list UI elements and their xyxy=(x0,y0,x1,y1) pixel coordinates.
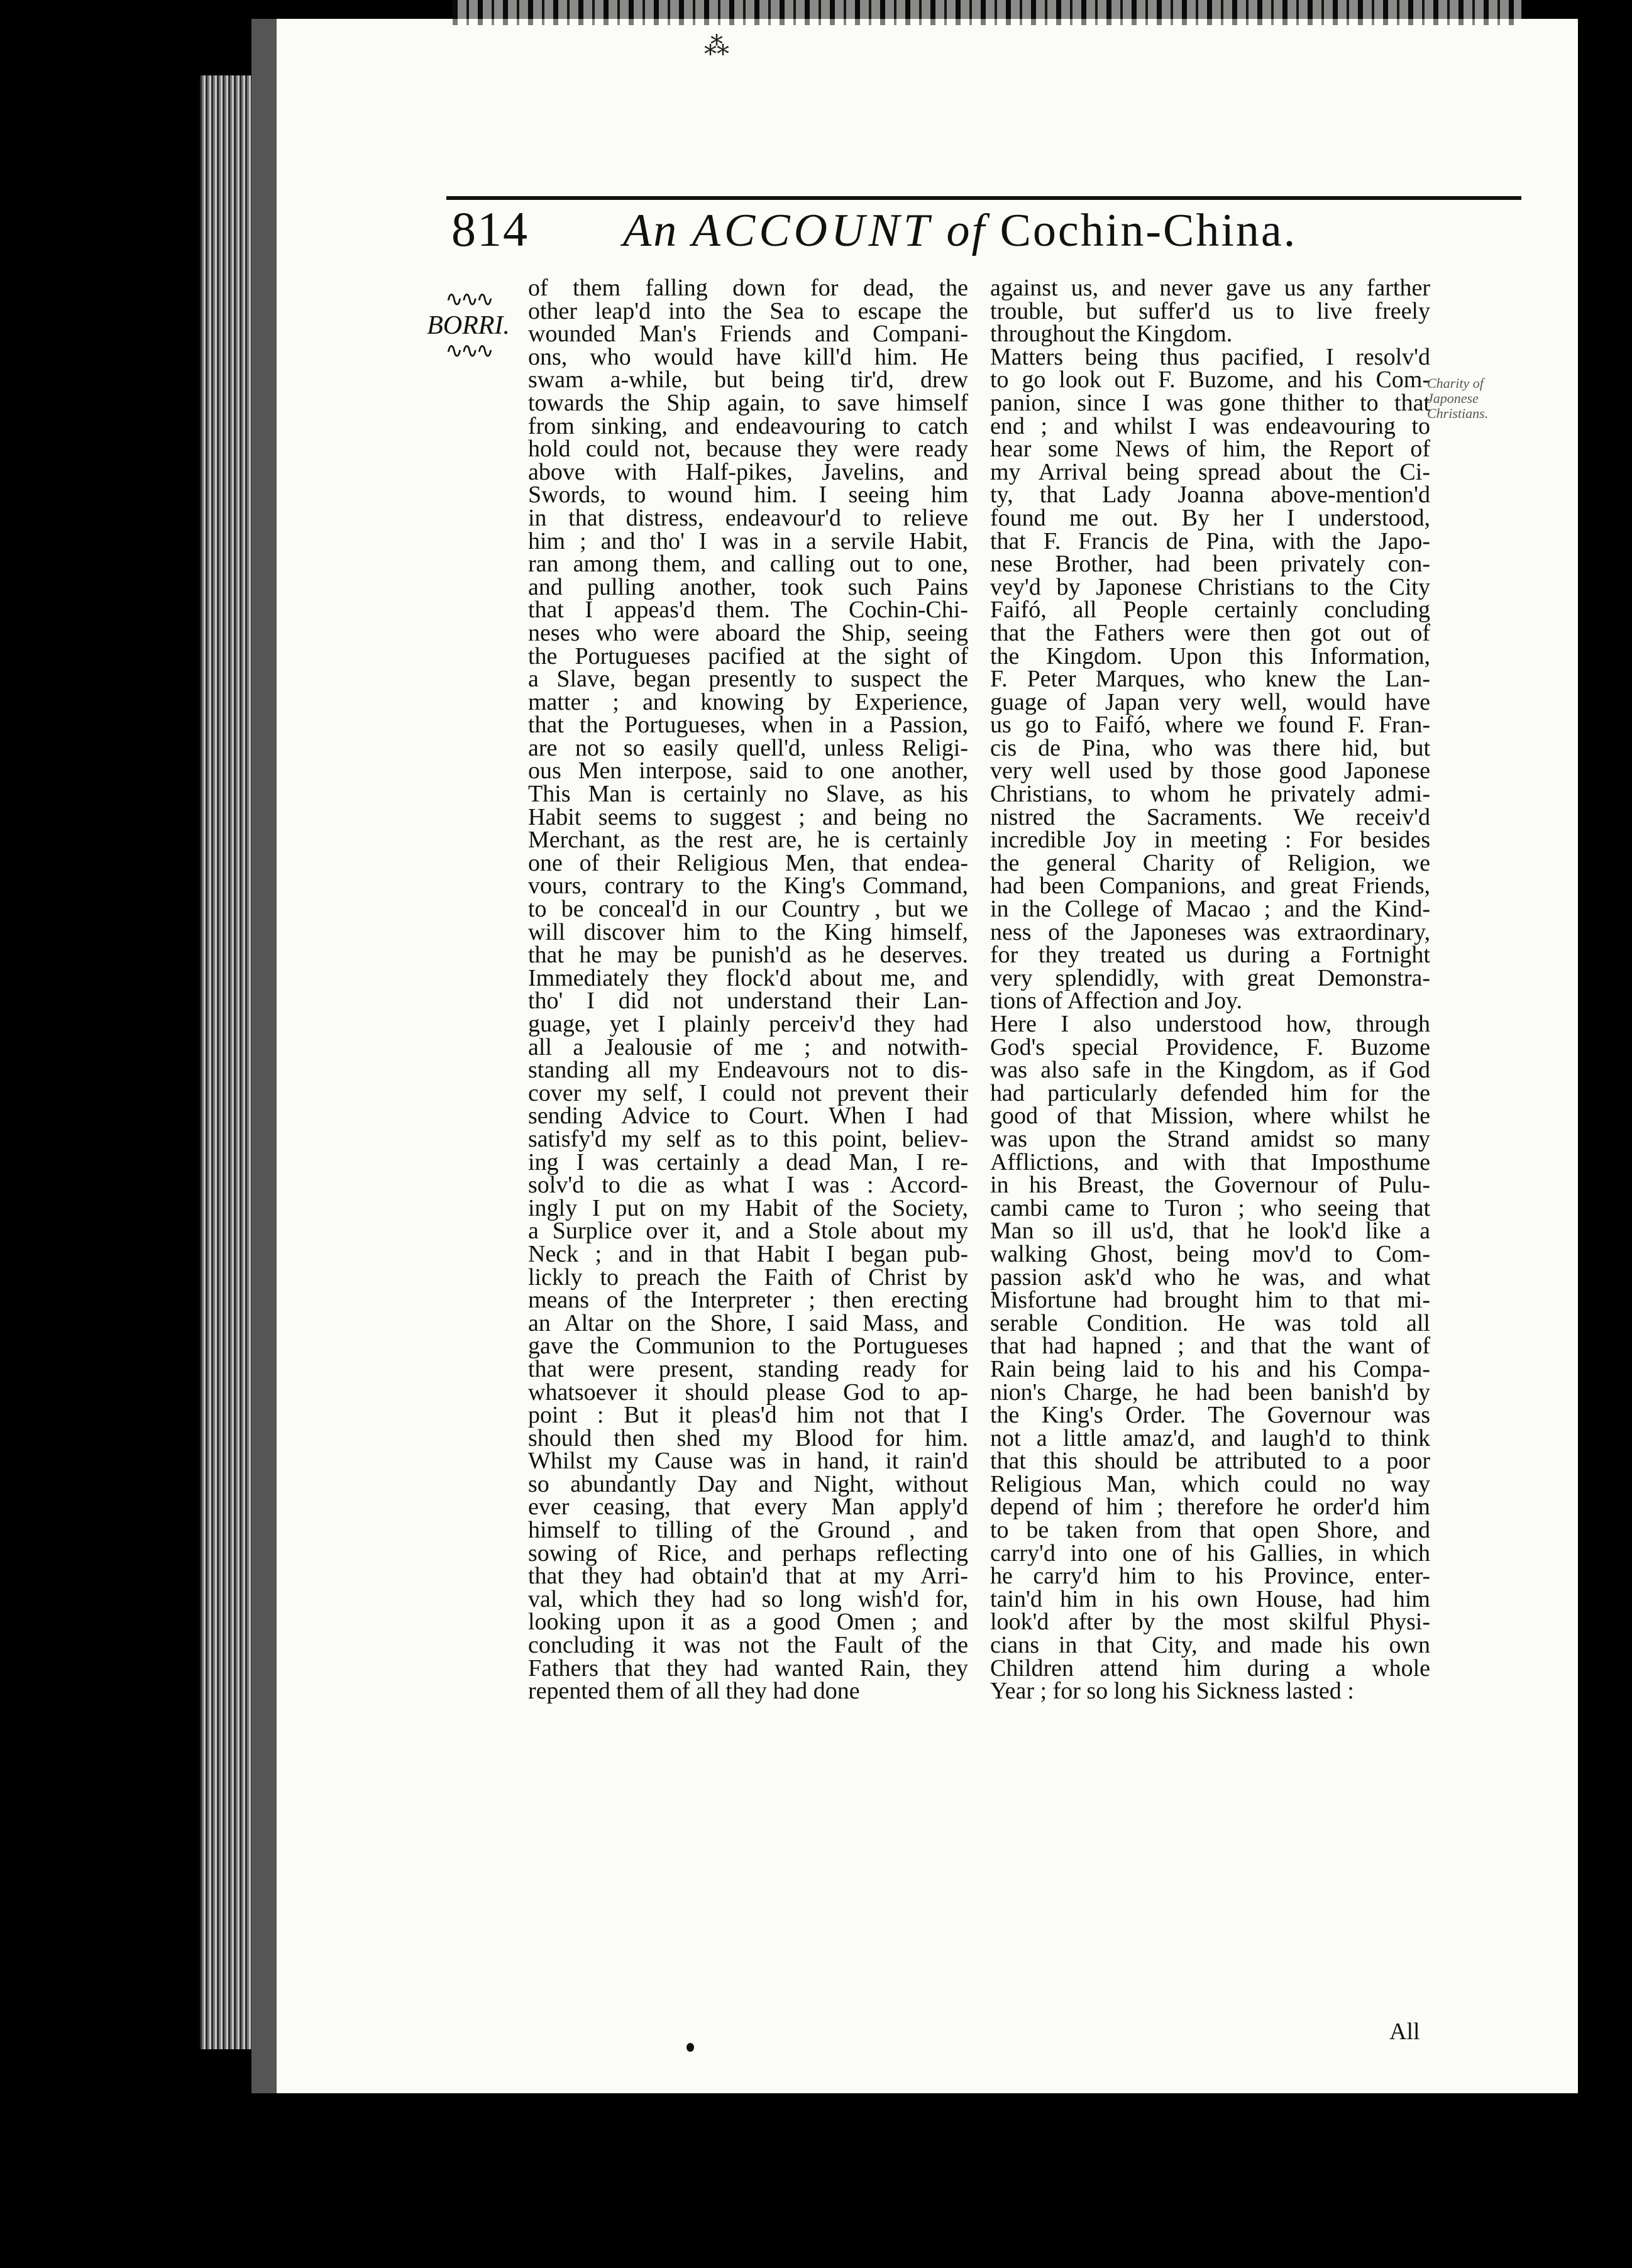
text-line: that he may be punish'd as he deserves. xyxy=(528,942,968,969)
footer-dot xyxy=(686,2043,694,2052)
text-line: cians in that City, and made his own xyxy=(990,1632,1430,1659)
text-line: Merchant, as the rest are, he is certainly xyxy=(528,827,968,854)
text-line: to be taken from that open Shore, and xyxy=(990,1517,1430,1544)
text-line: should then shed my Blood for him. xyxy=(528,1424,968,1451)
title-of: of xyxy=(946,205,987,256)
text-line: the Kingdom. Upon this Information, xyxy=(990,642,1430,669)
text-line: guage, yet I plainly perceiv'd they had xyxy=(528,1011,968,1037)
text-line: himself to tilling of the Ground , and xyxy=(528,1517,968,1544)
text-line: ons, who would have kill'd him. He xyxy=(528,343,968,370)
text-line: and pulling another, took such Pains xyxy=(528,573,968,600)
title-main: ACCOUNT xyxy=(692,205,934,256)
text-line: nistred the Sacraments. We receiv'd xyxy=(990,803,1430,830)
text-line: not a little amaz'd, and laugh'd to think xyxy=(990,1424,1430,1451)
text-line: nese Brother, had been privately con- xyxy=(990,551,1430,578)
text-line: means of the Interpreter ; then erecting xyxy=(528,1287,968,1314)
text-line: Year ; for so long his Sickness lasted : xyxy=(990,1678,1354,1705)
text-line: for they treated us during a Fortnight xyxy=(990,942,1430,969)
text-line: had particularly defended him for the xyxy=(990,1079,1430,1106)
text-line: ty, that Lady Joanna above-mention'd xyxy=(990,482,1430,509)
text-line: that the Portugueses, when in a Passion, xyxy=(528,712,968,739)
text-line: to go look out F. Buzome, and his Com- xyxy=(990,366,1430,394)
text-line: so abundantly Day and Night, without xyxy=(528,1470,968,1497)
text-line: Fathers that they had wanted Rain, they xyxy=(528,1654,968,1682)
text-line: above with Half-pikes, Javelins, and xyxy=(528,458,968,485)
text-line: look'd after by the most skilful Physi- xyxy=(990,1609,1430,1636)
text-line: end ; and whilst I was endeavouring to xyxy=(990,412,1430,439)
title-place: Cochin-China. xyxy=(1000,205,1298,256)
text-line: my Arrival being spread about the Ci- xyxy=(990,458,1430,485)
text-line: very splendidly, with great Demonstra- xyxy=(990,964,1430,991)
text-line: Matters being thus pacified, I resolv'd xyxy=(990,343,1430,370)
text-line: cover my self, I could not prevent their xyxy=(528,1079,968,1106)
text-line: Man so ill us'd, that he look'd like a xyxy=(990,1218,1430,1245)
text-line: standing all my Endeavours not to dis- xyxy=(528,1057,968,1084)
text-line: that I appeas'd them. The Cochin-Chi- xyxy=(528,597,968,624)
text-line: Misfortune had brought him to that mi- xyxy=(990,1287,1430,1314)
text-line: other leap'd into the Sea to escape the xyxy=(528,297,968,324)
text-line: cis de Pina, who was there hid, but xyxy=(990,734,1430,761)
page-number: 814 xyxy=(451,202,529,256)
text-line: in that distress, endeavour'd to relieve xyxy=(528,504,968,531)
text-line: sending Advice to Court. When I had xyxy=(528,1103,968,1130)
text-line: the Portugueses pacified at the sight of xyxy=(528,642,968,669)
page-edge-shadow xyxy=(200,75,251,2049)
text-line: ing I was certainly a dead Man, I re- xyxy=(528,1148,968,1175)
text-line: panion, since I was gone thither to that xyxy=(990,389,1430,416)
text-line: that were present, standing ready for xyxy=(528,1355,968,1382)
text-line: ous Men interpose, said to one another, xyxy=(528,757,968,784)
text-line: in the College of Macao ; and the Kind- xyxy=(990,896,1430,923)
text-line: towards the Ship again, to save himself xyxy=(528,389,968,416)
margin-note-author xyxy=(412,289,525,362)
text-line: Christians, to whom he privately admi- xyxy=(990,781,1430,808)
running-header xyxy=(451,201,1520,264)
margin-note-label: BORRI. xyxy=(427,311,510,340)
text-line: all a Jealousie of me ; and notwith- xyxy=(528,1033,968,1060)
text-line: an Altar on the Shore, I said Mass, and xyxy=(528,1309,968,1336)
text-line: found me out. By her I understood, xyxy=(990,504,1430,531)
text-line: depend of him ; therefore he order'd him xyxy=(990,1494,1430,1521)
text-line: tho' I did not understand their Lan- xyxy=(528,988,968,1015)
text-line: val, which they had so long wish'd for, xyxy=(528,1585,968,1612)
text-line: wounded Man's Friends and Compani- xyxy=(528,321,968,348)
running-title xyxy=(623,204,1297,258)
text-line: nion's Charge, he had been banish'd by xyxy=(990,1379,1430,1406)
text-line: throughout the Kingdom. xyxy=(990,321,1233,348)
text-line: Afflictions, and with that Imposthume xyxy=(990,1148,1430,1175)
text-line: satisfy'd my self as to this point, believ- xyxy=(528,1125,968,1152)
text-line: against us, and never gave us any farther xyxy=(990,275,1430,301)
text-line: tions of Affection and Joy. xyxy=(990,988,1243,1015)
header-rule xyxy=(446,196,1521,200)
margin-note-right: Charity of Japonese Christians. xyxy=(1427,375,1489,421)
text-line: him ; and tho' I was in a servile Habit, xyxy=(528,527,968,554)
text-line: the general Charity of Religion, we xyxy=(990,849,1430,876)
text-line: carry'd into one of his Gallies, in which xyxy=(990,1539,1430,1566)
text-line: solv'd to die as what I was : Accord- xyxy=(528,1172,968,1199)
text-line: that F. Francis de Pina, with the Japo- xyxy=(990,527,1430,554)
flourish-bottom-icon: ∿∿∿ xyxy=(445,339,492,363)
text-line: lickly to preach the Faith of Christ by xyxy=(528,1263,968,1291)
text-line: Habit seems to suggest ; and being no xyxy=(528,803,968,830)
text-line: This Man is certainly no Slave, as his xyxy=(528,781,968,808)
text-line: a Slave, began presently to suspect the xyxy=(528,666,968,693)
text-line: trouble, but suffer'd us to live freely xyxy=(990,297,1430,324)
text-line: repented them of all they had done xyxy=(528,1678,860,1705)
text-line: that this should be attributed to a poor xyxy=(990,1448,1430,1475)
text-line: was upon the Strand amidst so many xyxy=(990,1125,1430,1152)
text-line: Rain being laid to his and his Compa- xyxy=(990,1355,1430,1382)
top-smudge: ⁂ xyxy=(704,32,729,60)
right-column-text xyxy=(990,277,1430,1703)
text-line: swam a-while, but being tir'd, drew xyxy=(528,366,968,394)
text-line: whatsoever it should please God to ap- xyxy=(528,1379,968,1406)
title-prefix: An xyxy=(623,205,679,256)
text-line: good of that Mission, where whilst he xyxy=(990,1103,1430,1130)
text-line: very well used by those good Japonese xyxy=(990,757,1430,784)
left-column-text xyxy=(528,277,968,1703)
text-line: Whilst my Cause was in hand, it rain'd xyxy=(528,1448,968,1475)
text-line: looking upon it as a good Omen ; and xyxy=(528,1609,968,1636)
text-line: Religious Man, which could no way xyxy=(990,1470,1430,1497)
text-line: from sinking, and endeavouring to catch xyxy=(528,412,968,439)
top-edge-marks xyxy=(453,0,1521,25)
text-line: he carry'd him to his Province, enter- xyxy=(990,1563,1430,1590)
text-line: vey'd by Japonese Christians to the City xyxy=(990,573,1430,600)
text-line: ingly I put on my Habit of the Society, xyxy=(528,1194,968,1221)
text-line: matter ; and knowing by Experience, xyxy=(528,688,968,715)
text-line: ness of the Japoneses was extraordinary, xyxy=(990,918,1430,945)
text-line: neses who were aboard the Ship, seeing xyxy=(528,619,968,646)
text-line: passion ask'd who he was, and what xyxy=(990,1263,1430,1291)
text-line: gave the Communion to the Portugueses xyxy=(528,1333,968,1360)
text-line: hold could not, because they were ready xyxy=(528,436,968,463)
text-line: Faifó, all People certainly concluding xyxy=(990,597,1430,624)
text-line: had been Companions, and great Friends, xyxy=(990,873,1430,900)
text-line: cambi came to Turon ; who seeing that xyxy=(990,1194,1430,1221)
text-line: Neck ; and in that Habit I began pub- xyxy=(528,1240,968,1267)
text-line: that they had obtain'd that at my Arri- xyxy=(528,1563,968,1590)
text-line: one of their Religious Men, that endea- xyxy=(528,849,968,876)
text-line: God's special Providence, F. Buzome xyxy=(990,1033,1430,1060)
text-line: sowing of Rice, and perhaps reflecting xyxy=(528,1539,968,1566)
text-line: Immediately they flock'd about me, and xyxy=(528,964,968,991)
text-line: guage of Japan very well, would have xyxy=(990,688,1430,715)
text-line: was also safe in the Kingdom, as if God xyxy=(990,1057,1430,1084)
text-line: Here I also understood how, through xyxy=(990,1011,1430,1037)
text-line: F. Peter Marques, who knew the Lan- xyxy=(990,666,1430,693)
text-line: are not so easily quell'd, unless Religi- xyxy=(528,734,968,761)
text-line: to be conceal'd in our Country , but we xyxy=(528,896,968,923)
text-line: Children attend him during a whole xyxy=(990,1654,1430,1682)
text-line: vours, contrary to the King's Command, xyxy=(528,873,968,900)
text-line: hear some News of him, the Report of xyxy=(990,436,1430,463)
text-line: the King's Order. The Governour was xyxy=(990,1402,1430,1429)
text-line: tain'd him in his own House, had him xyxy=(990,1585,1430,1612)
text-line: that had hapned ; and that the want of xyxy=(990,1333,1430,1360)
text-line: a Surplice over it, and a Stole about my xyxy=(528,1218,968,1245)
text-line: concluding it was not the Fault of the xyxy=(528,1632,968,1659)
text-line: will discover him to the King himself, xyxy=(528,918,968,945)
text-line: walking Ghost, being mov'd to Com- xyxy=(990,1240,1430,1267)
flourish-top-icon: ∿∿∿ xyxy=(445,288,492,311)
text-line: in his Breast, the Governour of Pulu- xyxy=(990,1172,1430,1199)
text-line: that the Fathers were then got out of xyxy=(990,619,1430,646)
text-line: serable Condition. He was told all xyxy=(990,1309,1430,1336)
text-line: ran among them, and calling out to one, xyxy=(528,551,968,578)
text-line: Swords, to wound him. I seeing him xyxy=(528,482,968,509)
text-line: of them falling down for dead, the xyxy=(528,275,968,301)
text-line: ever ceasing, that every Man apply'd xyxy=(528,1494,968,1521)
text-line: us go to Faifó, where we found F. Fran- xyxy=(990,712,1430,739)
text-line: point : But it pleas'd him not that I xyxy=(528,1402,968,1429)
catchword: All xyxy=(1389,2018,1420,2045)
text-line: incredible Joy in meeting : For besides xyxy=(990,827,1430,854)
